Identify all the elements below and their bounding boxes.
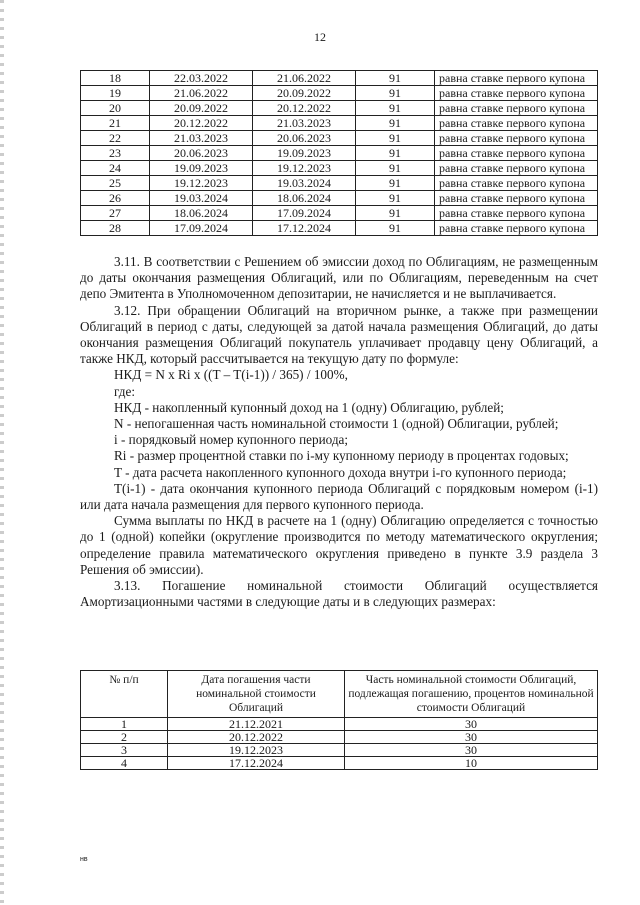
header-share: Часть номинальной стоимости Облигаций, подлежащая погашению, процентов номинальной стоимости Облигаций bbox=[345, 671, 598, 718]
coupon-cell: 19 bbox=[81, 86, 150, 101]
coupon-cell: 17.09.2024 bbox=[150, 221, 253, 236]
page-number: 12 bbox=[314, 30, 326, 44]
coupon-cell: равна ставке первого купона bbox=[435, 161, 598, 176]
coupon-cell: 91 bbox=[356, 131, 435, 146]
paragraph: Сумма выплаты по НКД в расчете на 1 (одну) Облигацию определяется с точностью до 1 (одной) копейки (округление производится по методу математического округления; определение правила математического округления приведено в пункте 3.9 раздела 3 Решения об эмиссии). bbox=[80, 513, 598, 577]
coupon-table-body bbox=[81, 71, 598, 236]
coupon-cell: 91 bbox=[356, 116, 435, 131]
coupon-cell: 91 bbox=[356, 71, 435, 86]
coupon-cell: равна ставке первого купона bbox=[435, 101, 598, 116]
coupon-cell: 18.06.2024 bbox=[253, 191, 356, 206]
coupon-cell: 22 bbox=[81, 131, 150, 146]
coupon-cell: 28 bbox=[81, 221, 150, 236]
amortization-cell: 10 bbox=[345, 757, 598, 770]
coupon-cell: 21.03.2023 bbox=[150, 131, 253, 146]
coupon-row bbox=[81, 191, 598, 206]
header-number: № п/п bbox=[81, 671, 168, 718]
coupon-cell: 20.06.2023 bbox=[253, 131, 356, 146]
coupon-cell: 19.03.2024 bbox=[253, 176, 356, 191]
document-body bbox=[80, 254, 598, 610]
coupon-schedule-table bbox=[80, 70, 598, 236]
coupon-cell: 91 bbox=[356, 176, 435, 191]
coupon-cell: 21 bbox=[81, 116, 150, 131]
scan-edge-artifact bbox=[0, 0, 4, 905]
coupon-cell: 25 bbox=[81, 176, 150, 191]
coupon-cell: 91 bbox=[356, 206, 435, 221]
coupon-row bbox=[81, 131, 598, 146]
coupon-cell: 23 bbox=[81, 146, 150, 161]
coupon-cell: 19.09.2023 bbox=[253, 146, 356, 161]
coupon-cell: равна ставке первого купона bbox=[435, 146, 598, 161]
coupon-cell: 20.09.2022 bbox=[253, 86, 356, 101]
coupon-row bbox=[81, 101, 598, 116]
paragraph: где: bbox=[114, 383, 135, 399]
coupon-row bbox=[81, 146, 598, 161]
coupon-row bbox=[81, 116, 598, 131]
amortization-header-row bbox=[81, 671, 598, 718]
amortization-cell: 3 bbox=[81, 744, 168, 757]
amortization-row bbox=[81, 744, 598, 757]
footer-initials: нв bbox=[80, 856, 88, 863]
coupon-cell: 21.06.2022 bbox=[253, 71, 356, 86]
paragraph: 3.12. При обращении Облигаций на вторичном рынке, а также при размещении Облигаций в период с даты, следующей за датой начала размещения Облигаций, до даты окончания размещения Облигаций покупатель уплачивает продавцу цену Облигаций, а также НКД, который рассчитывается на текущую дату по формуле: bbox=[80, 302, 598, 367]
paragraph: НКД = N x Ri x ((T – T(i-1)) / 365) / 100%, bbox=[114, 367, 348, 383]
coupon-cell: 17.12.2024 bbox=[253, 221, 356, 236]
coupon-row bbox=[81, 86, 598, 101]
paragraph: 3.11. В соответствии с Решением об эмиссии доход по Облигациям, не размещенным до даты окончания размещения Облигаций, или по Облигациям, переведенным на счет депо Эмитента в Уполномоченном депозитарии, не начисляется и не выплачивается. bbox=[80, 254, 598, 302]
coupon-cell: 91 bbox=[356, 146, 435, 161]
coupon-cell: 18 bbox=[81, 71, 150, 86]
coupon-cell: 21.06.2022 bbox=[150, 86, 253, 101]
coupon-cell: равна ставке первого купона bbox=[435, 86, 598, 101]
header-date: Дата погашения части номинальной стоимости Облигаций bbox=[168, 671, 345, 718]
amortization-cell: 30 bbox=[345, 744, 598, 757]
paragraph: НКД - накопленный купонный доход на 1 (одну) Облигацию, рублей; bbox=[114, 399, 504, 415]
coupon-cell: 26 bbox=[81, 191, 150, 206]
amortization-cell: 19.12.2023 bbox=[168, 744, 345, 757]
paragraph: i - порядковый номер купонного периода; bbox=[114, 432, 349, 448]
coupon-cell: 19.03.2024 bbox=[150, 191, 253, 206]
coupon-cell: 91 bbox=[356, 86, 435, 101]
coupon-cell: 19.12.2023 bbox=[253, 161, 356, 176]
amortization-row bbox=[81, 757, 598, 770]
amortization-cell: 30 bbox=[345, 718, 598, 731]
coupon-cell: 27 bbox=[81, 206, 150, 221]
coupon-cell: 22.03.2022 bbox=[150, 71, 253, 86]
coupon-cell: 24 bbox=[81, 161, 150, 176]
coupon-cell: 91 bbox=[356, 161, 435, 176]
coupon-cell: 20 bbox=[81, 101, 150, 116]
amortization-cell: 17.12.2024 bbox=[168, 757, 345, 770]
coupon-row bbox=[81, 221, 598, 236]
coupon-cell: равна ставке первого купона bbox=[435, 176, 598, 191]
paragraph: T(i-1) - дата окончания купонного периода Облигаций с порядковым номером (i-1) или дата начала размещения для первого купонного периода. bbox=[80, 480, 598, 513]
coupon-cell: 18.06.2024 bbox=[150, 206, 253, 221]
coupon-cell: 17.09.2024 bbox=[253, 206, 356, 221]
amortization-cell: 21.12.2021 bbox=[168, 718, 345, 731]
coupon-cell: равна ставке первого купона bbox=[435, 206, 598, 221]
coupon-cell: равна ставке первого купона bbox=[435, 221, 598, 236]
coupon-cell: 19.12.2023 bbox=[150, 176, 253, 191]
amortization-cell: 20.12.2022 bbox=[168, 731, 345, 744]
coupon-row bbox=[81, 71, 598, 86]
coupon-cell: 91 bbox=[356, 221, 435, 236]
coupon-cell: 20.06.2023 bbox=[150, 146, 253, 161]
coupon-row bbox=[81, 206, 598, 221]
coupon-cell: 20.12.2022 bbox=[150, 116, 253, 131]
amortization-row bbox=[81, 731, 598, 744]
coupon-cell: равна ставке первого купона bbox=[435, 191, 598, 206]
amortization-row bbox=[81, 718, 598, 731]
coupon-cell: 91 bbox=[356, 101, 435, 116]
coupon-cell: 91 bbox=[356, 191, 435, 206]
coupon-cell: равна ставке первого купона bbox=[435, 71, 598, 86]
coupon-cell: равна ставке первого купона bbox=[435, 131, 598, 146]
coupon-row bbox=[81, 176, 598, 191]
amortization-cell: 2 bbox=[81, 731, 168, 744]
coupon-cell: 19.09.2023 bbox=[150, 161, 253, 176]
coupon-row bbox=[81, 161, 598, 176]
amortization-table-body bbox=[81, 718, 598, 770]
paragraph: T - дата расчета накопленного купонного дохода внутри i-го купонного периода; bbox=[114, 464, 567, 480]
amortization-cell: 30 bbox=[345, 731, 598, 744]
coupon-cell: равна ставке первого купона bbox=[435, 116, 598, 131]
amortization-cell: 4 bbox=[81, 757, 168, 770]
coupon-cell: 20.12.2022 bbox=[253, 101, 356, 116]
paragraph: N - непогашенная часть номинальной стоимости 1 (одной) Облигации, рублей; bbox=[114, 416, 559, 432]
coupon-cell: 20.09.2022 bbox=[150, 101, 253, 116]
amortization-cell: 1 bbox=[81, 718, 168, 731]
paragraph: 3.13. Погашение номинальной стоимости Облигаций осуществляется Амортизационными частями в следующие даты и в следующих размерах: bbox=[80, 578, 598, 610]
paragraph: Ri - размер процентной ставки по i-му купонному периоду в процентах годовых; bbox=[114, 448, 569, 464]
amortization-table bbox=[80, 670, 598, 770]
coupon-cell: 21.03.2023 bbox=[253, 116, 356, 131]
